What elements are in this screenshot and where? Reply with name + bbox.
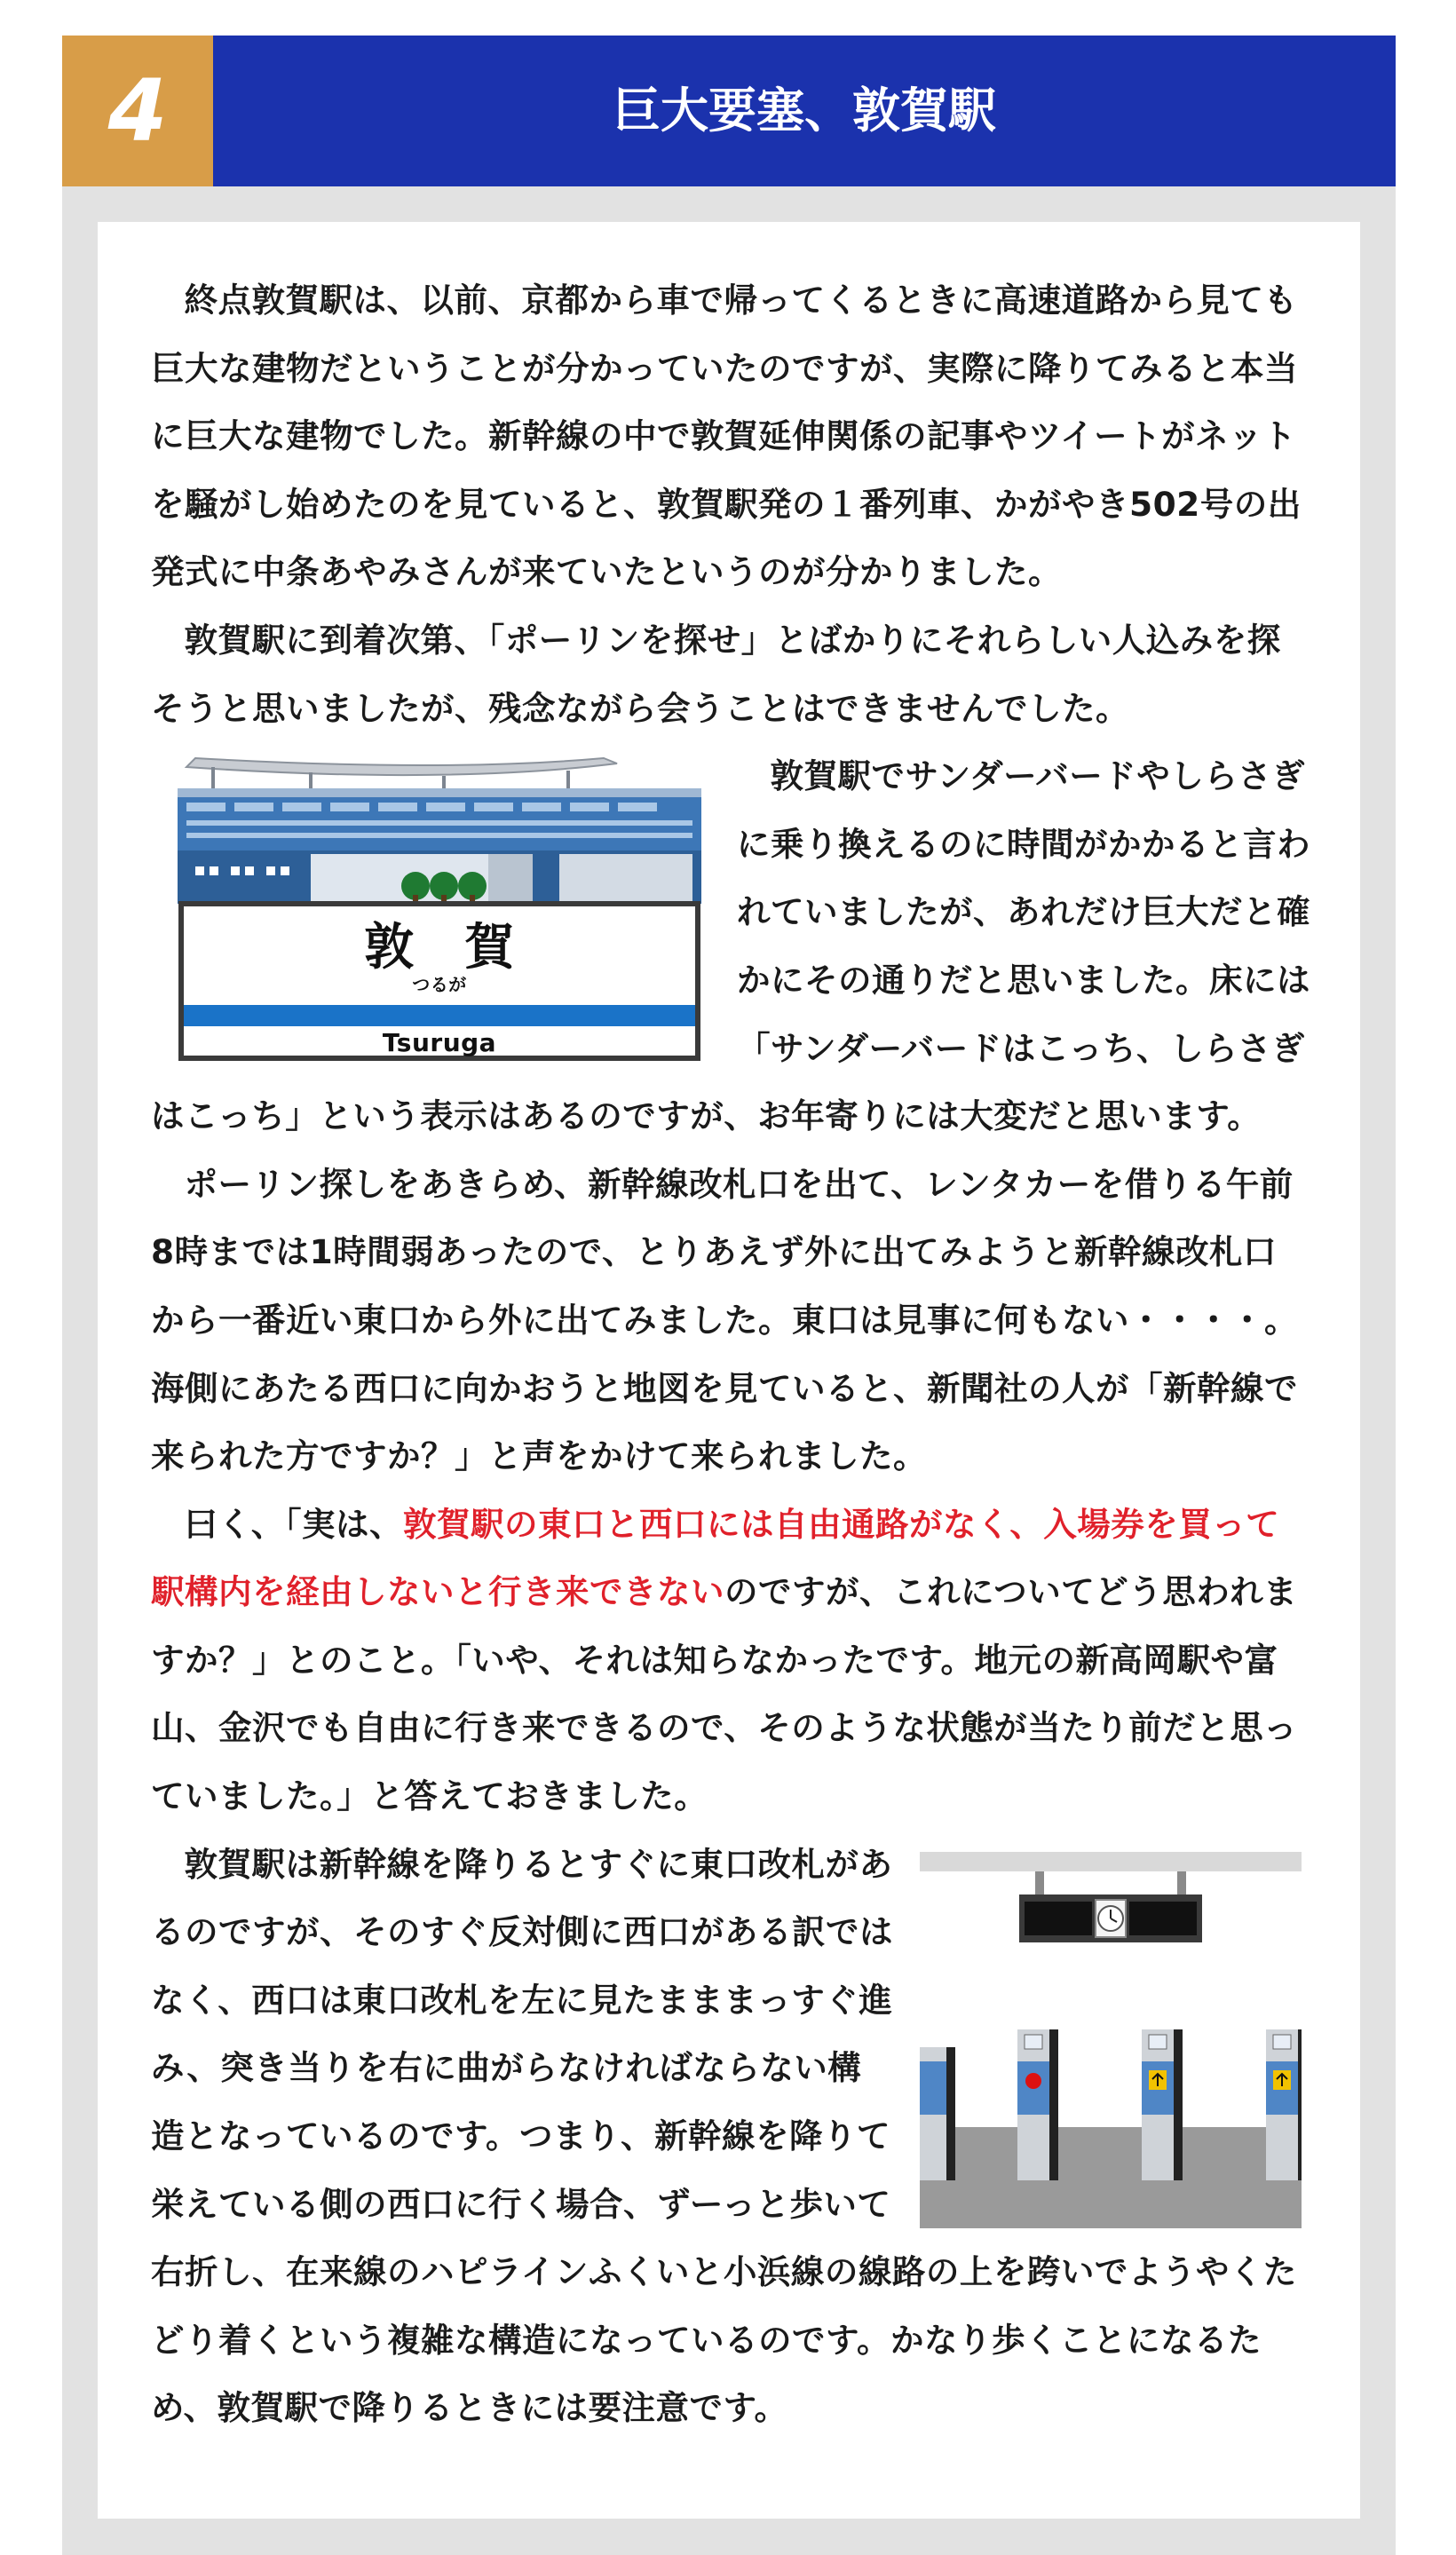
paragraph-5 bbox=[151, 1491, 1310, 1831]
paragraph-1: 終点敦賀駅は、以前、京都から車で帰ってくるときに高速道路から見ても巨大な建物だということが分かっていたのですが、実際に降りてみると本当に巨大な建物でした。新幹線の中で敦賀延伸関係の記事やツイートがネットを騒がし始めたのを見ていると、敦賀駅発の１番列車、かがやき502号の出発式に中条あやみさんが来ていたというのが分かりました。 bbox=[151, 281, 1302, 592]
highlighted-text: 敦賀駅の東口と西口には自由通路がなく、入場券を買って駅構内を経由しないと行き来できない bbox=[151, 1504, 1280, 1612]
paragraph-6: 敦賀駅は新幹線を降りるとすぐに東口改札があるのですが、そのすぐ反対側に西口がある訳ではなく、西口は東口改札を左に見たまままっすぐ進み、突き当りを右に曲がらなければならない構造となっているのです。つまり、新幹線を降りて栄えている側の西口に行く場合、ずーっと歩いて右折し、在来線のハピラインふくいと小浜線の線路の上を跨いでようやくたどり着くという複雑な構造になっているのです。かなり歩くことになるため、敦賀駅で降りるときには要注意です。 bbox=[151, 1844, 1297, 2428]
section-number: 4 bbox=[62, 36, 213, 186]
sign-roman: Tsuruga bbox=[382, 1028, 497, 1058]
sign-kana: つるが bbox=[412, 974, 467, 996]
paragraph-5-rest: のですが、これについてどう思われますか？」とのこと。「いや、それは知らなかったです。地元の新高岡駅や富山、金沢でも自由に行き来できるので、そのような状態が当たり前だと思っていました。」と答えておきました。 bbox=[151, 1572, 1298, 1816]
paragraph-5-lead: 曰く、「実は、 bbox=[184, 1504, 403, 1544]
section-header bbox=[62, 36, 1396, 186]
tsuruga-station-illustration bbox=[178, 755, 701, 1062]
stop-icon bbox=[1025, 2073, 1041, 2089]
article-body bbox=[151, 266, 1310, 2442]
paragraph-4: ポーリン探しをあきらめ、新幹線改札口を出て、レンタカーを借りる午前8時までは1時間弱あったので、とりあえず外に出てみようと新幹線改札口から一番近い東口から外に出てみました。東口は見事に何もない・・・・。海側にあたる西口に向かおうと地図を見ていると、新聞社の人が「新幹線で来られた方ですか？」と声をかけて来られました。 bbox=[151, 1164, 1298, 1476]
sign-stripe bbox=[184, 1005, 695, 1026]
ticket-gate-illustration bbox=[920, 1852, 1302, 2228]
paragraph-2: 敦賀駅に到着次第、「ポーリンを探せ」とばかりにそれらしい人込みを探そうと思いましたが、残念ながら会うことはできませんでした。 bbox=[151, 620, 1281, 728]
paragraph-3: 敦賀駅でサンダーバードやしらさぎに乗り換えるのに時間がかかると言われていましたが、あれだけ巨大だと確かにその通りだと思いました。床には「サンダーバードはこっち、しらさぎはこっち」という表示はあるのですが、お年寄りには大変だと思います。 bbox=[151, 756, 1310, 1136]
sign-kanji: 敦 賀 bbox=[364, 919, 515, 977]
section-title: 巨大要塞、敦賀駅 bbox=[213, 36, 1396, 186]
